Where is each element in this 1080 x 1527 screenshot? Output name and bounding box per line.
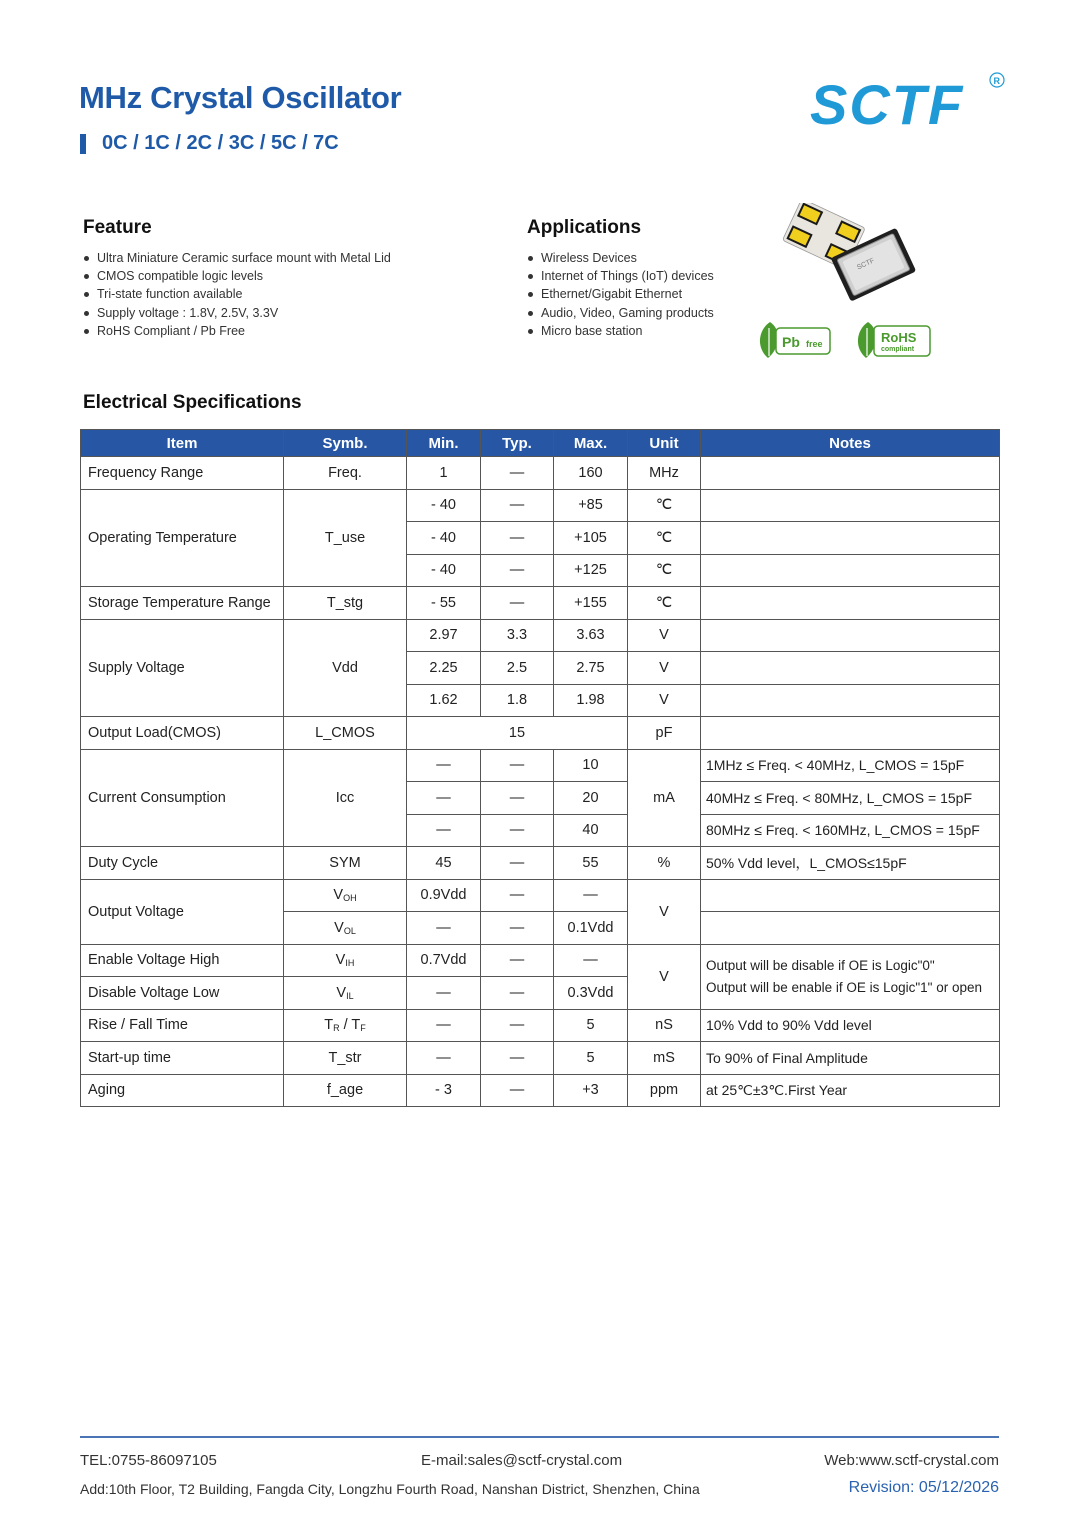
cell-unit: ℃ — [628, 489, 701, 522]
cell-item: Enable Voltage High — [81, 944, 284, 977]
logo-text: SCTF — [810, 73, 965, 136]
footer-email[interactable]: E-mail:sales@sctf-crystal.com — [421, 1452, 623, 1469]
col-header-item: Item — [81, 430, 284, 457]
cell-max: 40 — [554, 814, 628, 847]
table-row — [81, 717, 1000, 750]
cell-typ: — — [481, 977, 554, 1010]
cell-typ: — — [481, 944, 554, 977]
col-header-unit: Unit — [628, 430, 701, 457]
symb-main: V — [335, 952, 346, 969]
cell-note — [701, 652, 1000, 685]
footer-divider — [80, 1436, 999, 1438]
pb-badge-sub: free — [806, 339, 823, 349]
cell-note: 50% Vdd level，L_CMOS≤15pF — [701, 847, 1000, 880]
cell-max: 10 — [554, 749, 628, 782]
svg-text:R: R — [993, 76, 1000, 86]
cell-item: Output Load(CMOS) — [81, 717, 284, 750]
cell-unit: mA — [628, 749, 701, 847]
cell-min: 0.9Vdd — [407, 879, 481, 912]
cell-note — [701, 554, 1000, 587]
table-row — [81, 879, 1000, 912]
cell-min: - 40 — [407, 522, 481, 555]
cell-symb: SYM — [284, 847, 407, 880]
cell-value: 15 — [407, 717, 628, 750]
cell-max: +155 — [554, 587, 628, 620]
cell-note — [701, 684, 1000, 717]
list-item: CMOS compatible logic levels — [83, 267, 391, 285]
cell-min: 0.7Vdd — [407, 944, 481, 977]
cell-max: 20 — [554, 782, 628, 815]
specs-heading: Electrical Specifications — [83, 392, 302, 413]
cell-note: 1MHz ≤ Freq. < 40MHz, L_CMOS = 15pF — [701, 749, 1000, 782]
cell-min: 2.97 — [407, 619, 481, 652]
cell-max: 5 — [554, 1009, 628, 1042]
table-row — [81, 587, 1000, 620]
cell-typ: — — [481, 489, 554, 522]
chip-marking: SCTF — [856, 257, 876, 272]
cell-note — [701, 717, 1000, 750]
cell-typ: — — [481, 749, 554, 782]
cell-item: Current Consumption — [81, 749, 284, 847]
symb-sub: IL — [346, 990, 354, 1001]
cell-max: 1.98 — [554, 684, 628, 717]
cell-typ: — — [481, 847, 554, 880]
footer-web[interactable]: Web:www.sctf-crystal.com — [824, 1452, 999, 1469]
cell-typ: — — [481, 1009, 554, 1042]
list-item: Internet of Things (IoT) devices — [527, 267, 714, 285]
cell-symb — [284, 977, 407, 1010]
cell-min: — — [407, 1042, 481, 1075]
symb-main: V — [336, 984, 347, 1001]
cell-min: 1.62 — [407, 684, 481, 717]
cell-min: - 40 — [407, 489, 481, 522]
rohs-badge — [854, 318, 932, 362]
feature-list — [83, 249, 391, 340]
pb-badge-main: Pb — [782, 334, 800, 350]
col-header-min: Min. — [407, 430, 481, 457]
cell-unit: ℃ — [628, 587, 701, 620]
symb-main: V — [333, 887, 344, 904]
cell-unit: ppm — [628, 1074, 701, 1107]
symb-sub: IH — [345, 958, 355, 969]
cell-min: — — [407, 977, 481, 1010]
cell-note — [701, 489, 1000, 522]
subtitle-marker — [80, 134, 86, 154]
cell-min: - 55 — [407, 587, 481, 620]
cell-item: Frequency Range — [81, 457, 284, 490]
cell-max: 5 — [554, 1042, 628, 1075]
cell-unit: % — [628, 847, 701, 880]
cell-item: Supply Voltage — [81, 619, 284, 717]
symb-sub: OL — [343, 925, 356, 936]
cell-typ: — — [481, 879, 554, 912]
cell-note: 10% Vdd to 90% Vdd level — [701, 1009, 1000, 1042]
cell-note — [701, 912, 1000, 945]
cell-min: — — [407, 1009, 481, 1042]
cell-item: Duty Cycle — [81, 847, 284, 880]
cell-min: 1 — [407, 457, 481, 490]
cell-symb — [284, 944, 407, 977]
cell-symb: Vdd — [284, 619, 407, 717]
col-header-max: Max. — [554, 430, 628, 457]
cell-unit: pF — [628, 717, 701, 750]
table-row — [81, 749, 1000, 782]
symb-sub: R — [333, 1023, 340, 1034]
cell-item: Rise / Fall Time — [81, 1009, 284, 1042]
footer-tel: TEL:0755-86097105 — [80, 1452, 217, 1469]
cell-symb — [284, 912, 407, 945]
cell-note — [701, 944, 1000, 1009]
table-row — [81, 847, 1000, 880]
cell-symb: Freq. — [284, 457, 407, 490]
symb-main: V — [334, 919, 344, 936]
cell-note — [701, 879, 1000, 912]
cell-symb: f_age — [284, 1074, 407, 1107]
cell-symb: T_stg — [284, 587, 407, 620]
sctf-logo — [808, 66, 1008, 136]
table-row — [81, 489, 1000, 522]
cell-min: — — [407, 912, 481, 945]
cell-unit: nS — [628, 1009, 701, 1042]
cell-max: +125 — [554, 554, 628, 587]
note-line: Output will be enable if OE is Logic"1" or open — [706, 979, 982, 995]
cell-typ: — — [481, 814, 554, 847]
revision-date: Revision: 05/12/2026 — [848, 1479, 999, 1496]
table-row — [81, 619, 1000, 652]
cell-min: — — [407, 814, 481, 847]
cell-max: +3 — [554, 1074, 628, 1107]
cell-typ: — — [481, 587, 554, 620]
cell-max: 160 — [554, 457, 628, 490]
crystal-oscillator-image — [780, 203, 920, 308]
table-header-row — [81, 430, 1000, 457]
cell-item: Aging — [81, 1074, 284, 1107]
rohs-badge-main: RoHS — [881, 330, 917, 345]
cell-item: Operating Temperature — [81, 489, 284, 587]
symb-main: T — [351, 1017, 361, 1034]
list-item: Ethernet/Gigabit Ethernet — [527, 285, 714, 303]
cell-min: - 3 — [407, 1074, 481, 1107]
feature-heading: Feature — [83, 217, 152, 238]
cell-item: Storage Temperature Range — [81, 587, 284, 620]
cell-symb: L_CMOS — [284, 717, 407, 750]
cell-note — [701, 587, 1000, 620]
cell-max: — — [554, 944, 628, 977]
col-header-symb: Symb. — [284, 430, 407, 457]
cell-min: 45 — [407, 847, 481, 880]
cell-typ: — — [481, 1074, 554, 1107]
cell-max: 3.63 — [554, 619, 628, 652]
cell-unit: V — [628, 652, 701, 685]
model-subtitle — [80, 132, 339, 155]
cell-symb — [284, 879, 407, 912]
applications-heading: Applications — [527, 217, 642, 238]
cell-item: Disable Voltage Low — [81, 977, 284, 1010]
cell-unit: ℃ — [628, 522, 701, 555]
cell-min: — — [407, 749, 481, 782]
symb-sep: / — [339, 1017, 352, 1034]
cell-note: at 25℃±3℃.First Year — [701, 1074, 1000, 1107]
list-item: Ultra Miniature Ceramic surface mount with Metal Lid — [83, 249, 391, 267]
cell-max: 0.3Vdd — [554, 977, 628, 1010]
cell-symb — [284, 1009, 407, 1042]
cell-min: — — [407, 782, 481, 815]
cell-max: +105 — [554, 522, 628, 555]
cell-typ: — — [481, 912, 554, 945]
cell-item: Start-up time — [81, 1042, 284, 1075]
col-header-typ: Typ. — [481, 430, 554, 457]
list-item: Micro base station — [527, 322, 714, 340]
table-row — [81, 1009, 1000, 1042]
cell-note — [701, 457, 1000, 490]
cell-max: 2.75 — [554, 652, 628, 685]
cell-max: 55 — [554, 847, 628, 880]
page-title: MHz Crystal Oscillator — [79, 80, 402, 115]
symb-main: T — [324, 1017, 334, 1034]
cell-typ: 3.3 — [481, 619, 554, 652]
list-item: RoHS Compliant / Pb Free — [83, 322, 391, 340]
cell-min: - 40 — [407, 554, 481, 587]
cell-max: +85 — [554, 489, 628, 522]
cell-note — [701, 619, 1000, 652]
cell-unit: V — [628, 684, 701, 717]
cell-typ: — — [481, 554, 554, 587]
footer-address: Add:10th Floor, T2 Building, Fangda City, Longzhu Fourth Road, Nanshan District, Shenzhen, China — [80, 1481, 700, 1497]
cell-unit: ℃ — [628, 554, 701, 587]
subtitle-text: 0C / 1C / 2C / 3C / 5C / 7C — [102, 132, 339, 154]
table-row — [81, 457, 1000, 490]
note-line: Output will be disable if OE is Logic"0" — [706, 957, 935, 973]
cell-unit: V — [628, 944, 701, 1009]
cell-max: — — [554, 879, 628, 912]
cell-symb: T_use — [284, 489, 407, 587]
symb-sub: OH — [343, 893, 357, 904]
cell-min: 2.25 — [407, 652, 481, 685]
cell-symb: Icc — [284, 749, 407, 847]
cell-item: Output Voltage — [81, 879, 284, 944]
cell-max: 0.1Vdd — [554, 912, 628, 945]
cell-typ: — — [481, 522, 554, 555]
table-row — [81, 1042, 1000, 1075]
cell-unit: V — [628, 619, 701, 652]
col-header-notes: Notes — [701, 430, 1000, 457]
cell-note: To 90% of Final Amplitude — [701, 1042, 1000, 1075]
list-item: Supply voltage : 1.8V, 2.5V, 3.3V — [83, 304, 391, 322]
symb-sub: F — [360, 1023, 366, 1034]
cell-note: 80MHz ≤ Freq. < 160MHz, L_CMOS = 15pF — [701, 814, 1000, 847]
cell-note — [701, 522, 1000, 555]
cell-unit: mS — [628, 1042, 701, 1075]
cell-typ: 2.5 — [481, 652, 554, 685]
cell-unit: MHz — [628, 457, 701, 490]
electrical-spec-table — [80, 429, 1000, 1107]
cell-symb: T_str — [284, 1042, 407, 1075]
cell-note: 40MHz ≤ Freq. < 80MHz, L_CMOS = 15pF — [701, 782, 1000, 815]
cell-typ: — — [481, 457, 554, 490]
list-item: Wireless Devices — [527, 249, 714, 267]
applications-list — [527, 249, 714, 340]
table-row — [81, 944, 1000, 977]
rohs-badge-sub: compliant — [881, 346, 915, 353]
list-item: Audio, Video, Gaming products — [527, 304, 714, 322]
cell-unit: V — [628, 879, 701, 944]
cell-typ: — — [481, 1042, 554, 1075]
cell-typ: — — [481, 782, 554, 815]
pb-free-badge — [756, 318, 832, 362]
table-row — [81, 1074, 1000, 1107]
cell-typ: 1.8 — [481, 684, 554, 717]
list-item: Tri-state function available — [83, 285, 391, 303]
